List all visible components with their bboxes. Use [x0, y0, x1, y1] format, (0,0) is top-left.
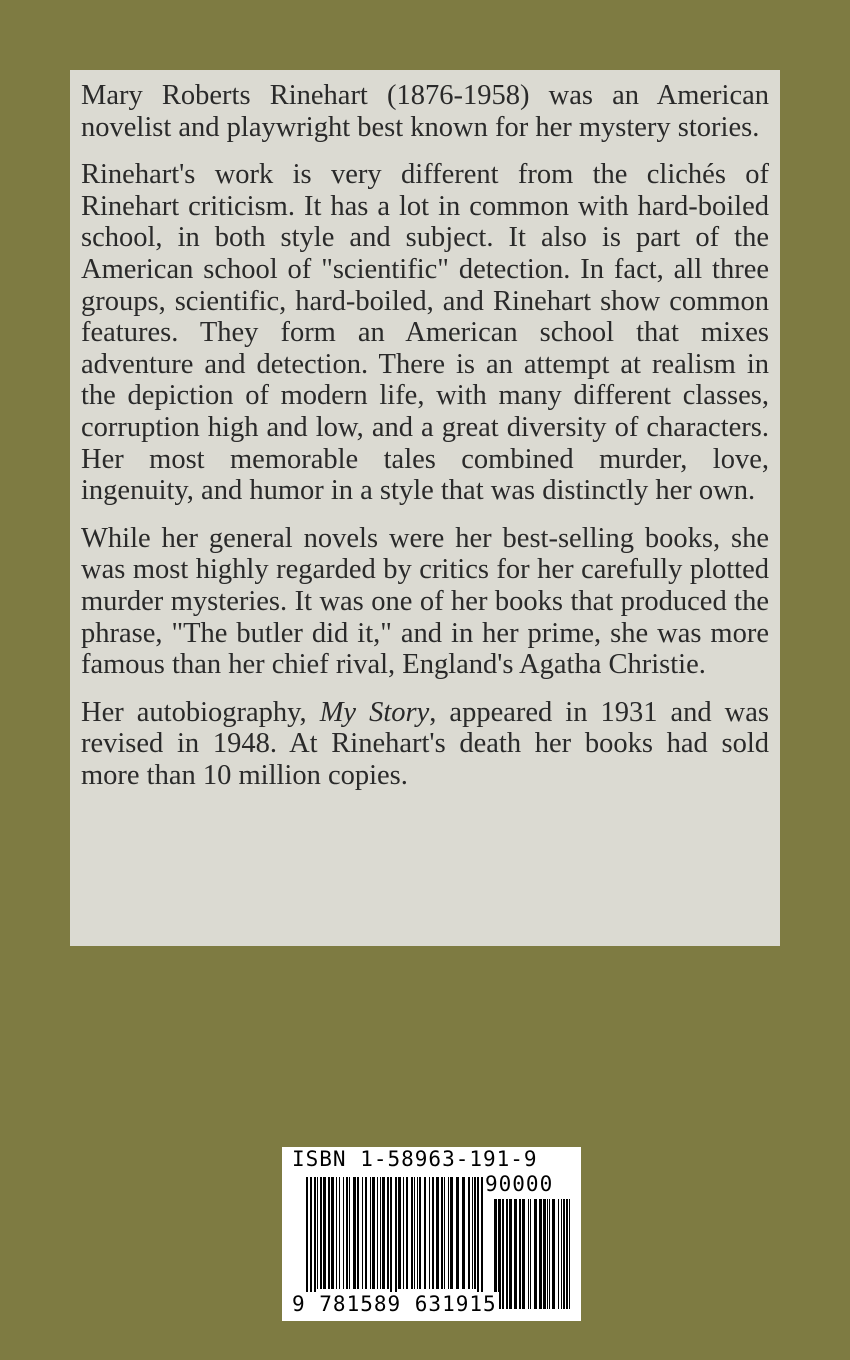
- barcode-bar: [372, 1177, 375, 1289]
- barcode-bar: [456, 1177, 459, 1289]
- barcode-bar: [317, 1177, 318, 1289]
- barcode-bar: [528, 1199, 529, 1309]
- ean-digits: 9 781589 631915: [292, 1292, 497, 1316]
- barcode-bar: [406, 1177, 408, 1289]
- blurb-panel: [70, 70, 780, 946]
- barcode-bar: [552, 1199, 555, 1309]
- barcode-bar: [534, 1199, 537, 1309]
- barcode-bar: [514, 1199, 517, 1309]
- barcode-bar: [436, 1177, 439, 1289]
- barcode-bar: [362, 1177, 363, 1289]
- barcode-bar: [468, 1177, 470, 1289]
- barcode-bar: [353, 1177, 356, 1289]
- barcode-bar: [502, 1199, 504, 1309]
- barcode-bar: [346, 1177, 348, 1289]
- barcode-bar: [547, 1199, 548, 1309]
- barcode-bar: [403, 1177, 404, 1289]
- barcode-bar: [398, 1177, 401, 1289]
- barcode-bar: [509, 1199, 512, 1309]
- barcode-bar: [336, 1177, 337, 1289]
- barcode-bar: [530, 1199, 531, 1309]
- barcode-bar: [539, 1199, 542, 1309]
- isbn-barcode: [282, 1147, 581, 1321]
- barcode-bar: [519, 1199, 521, 1309]
- barcode-bar: [357, 1177, 359, 1289]
- price-addon-digits: 90000: [485, 1172, 554, 1196]
- barcode-bar: [310, 1177, 312, 1297]
- blurb-paragraph-3: While her general novels were her best-selling books, she was most highly regarded by critics for her carefully plotted murder mysteries. It was one of her books that produced the phrase, "The butler did it," and in her prime, she was more famous than her chief rival, England's Agatha Christie.: [81, 522, 769, 681]
- barcode-bar: [462, 1177, 465, 1289]
- barcode-bar: [414, 1177, 415, 1289]
- barcode-bar: [314, 1177, 316, 1297]
- barcode-bar: [343, 1177, 344, 1289]
- barcode-bar: [365, 1177, 367, 1289]
- barcode-bar: [522, 1199, 525, 1309]
- barcode-bar: [448, 1177, 449, 1289]
- barcode-bar: [377, 1177, 378, 1289]
- p4-text-before: Her autobiography,: [81, 696, 320, 728]
- barcode-bar: [441, 1177, 443, 1289]
- barcode-bar: [328, 1177, 330, 1289]
- barcode-bar: [543, 1199, 546, 1309]
- barcode-bar: [549, 1199, 550, 1309]
- barcode-bar: [563, 1199, 565, 1309]
- p4-text-after: , appeared in 1931 and was revised in 1948. At Rinehart's death her books had sold more than 10 million copies.: [81, 696, 769, 791]
- barcode-bar: [411, 1177, 413, 1289]
- isbn-label: ISBN 1-58963-191-9: [292, 1147, 538, 1171]
- book-title: My Story: [319, 696, 430, 728]
- blurb-paragraph-4: [81, 697, 769, 792]
- barcode-bar: [424, 1177, 426, 1289]
- barcode-bar: [387, 1177, 389, 1289]
- barcode-bar: [390, 1177, 392, 1297]
- barcode-bar: [566, 1199, 568, 1309]
- barcode-bar: [370, 1177, 371, 1289]
- barcode-bar: [450, 1177, 453, 1289]
- barcode-bar: [561, 1199, 562, 1309]
- barcode-bar: [382, 1177, 385, 1289]
- barcode-bar: [429, 1177, 430, 1289]
- barcode-bar: [558, 1199, 559, 1309]
- barcode-bar: [569, 1199, 570, 1309]
- barcode-bar: [323, 1177, 326, 1289]
- barcode-bar: [477, 1177, 479, 1297]
- barcode-bar: [506, 1199, 508, 1309]
- blurb-paragraph-2: Rinehart's work is very different from the clichés of Rinehart criticism. It has a lot in common with hard-boiled school, in both style and subject. It also is part of the American school of "scientific" detection. In fact, all three groups, scientific, hard-boiled, and Rinehart show common features. They form an American school that mixes adventure and detection. There is an attempt at realism in the depiction of modern life, with many different classes, corruption high and low, and a great diversity of characters. Her most memorable tales combined murder, love, ingenuity, and humor in a style that was distinctly her own.: [81, 159, 769, 507]
- barcode-bar: [432, 1177, 434, 1289]
- barcode-bar: [444, 1177, 445, 1289]
- barcode-bar: [395, 1177, 397, 1297]
- barcode-bar: [474, 1177, 476, 1289]
- barcode-bar: [339, 1177, 340, 1289]
- barcode-bar: [380, 1177, 381, 1289]
- barcode-bar: [419, 1177, 421, 1289]
- blurb-paragraph-1: Mary Roberts Rinehart (1876-1958) was an American novelist and playwright best known for her mystery stories.: [81, 80, 769, 143]
- barcode-bar: [306, 1177, 308, 1297]
- barcode-bar: [349, 1177, 350, 1289]
- barcode-bar: [320, 1177, 322, 1289]
- barcode-bar: [331, 1177, 334, 1289]
- barcode-bar: [472, 1177, 473, 1289]
- barcode-bar: [417, 1177, 418, 1289]
- barcode-bar: [481, 1177, 483, 1297]
